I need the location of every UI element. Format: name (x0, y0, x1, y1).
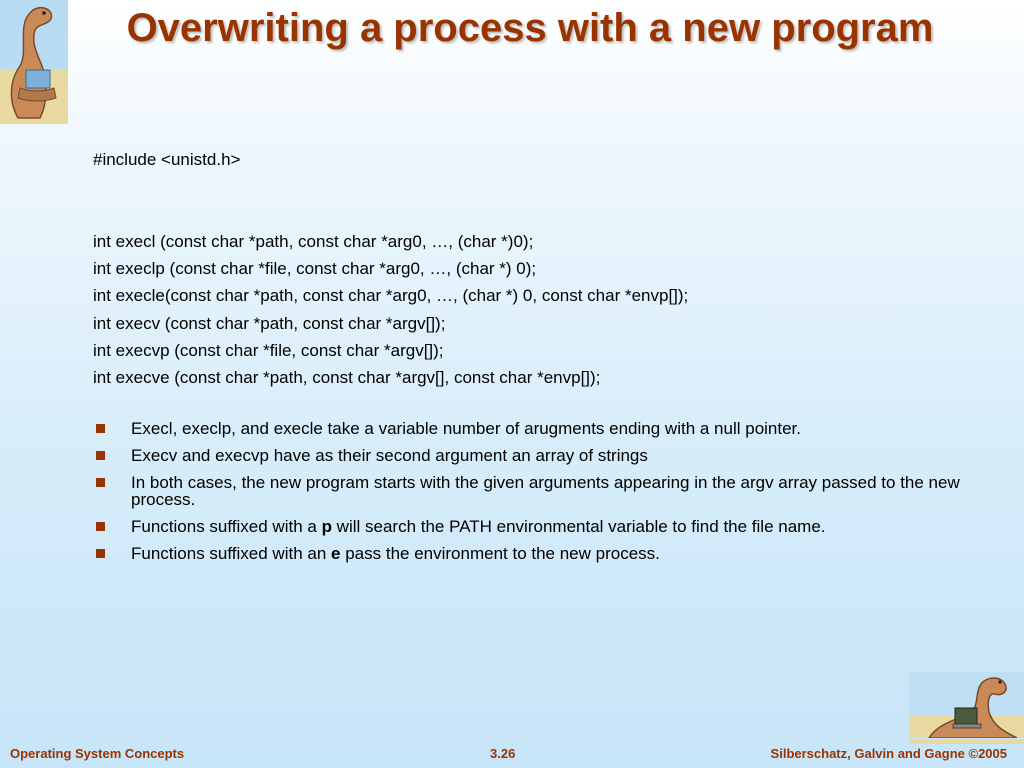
footer-course-title: Operating System Concepts (10, 746, 185, 761)
square-bullet-icon (96, 424, 105, 433)
bullet-text: Execv and execvp have as their second argument an array of strings (131, 446, 648, 465)
code-line-execlp: int execlp (const char *file, const char *arg0, …, (char *) 0); (93, 259, 537, 279)
include-line: #include <unistd.h> (93, 150, 241, 169)
code-line-execve: int execve (const char *path, const char *argv[], const char *envp[]); (93, 368, 601, 388)
bullet-item (93, 545, 973, 562)
bullet-text-before: Functions suffixed with an (131, 544, 332, 563)
bullet-bold-suffix: e (331, 544, 341, 563)
square-bullet-icon (96, 451, 105, 460)
bullet-text: Execl, execlp, and execle take a variable number of arugments ending with a null pointer. (131, 419, 802, 438)
code-block (93, 146, 993, 392)
code-line-execl: int execl (const char *path, const char *arg0, …, (char *)0); (93, 231, 534, 251)
footer-divider (0, 738, 1024, 739)
bullet-item (93, 447, 973, 464)
square-bullet-icon (96, 549, 105, 558)
bullet-item (93, 474, 973, 508)
bullet-text-after: will search the PATH environmental variable to find the file name. (331, 517, 826, 536)
slide-title: Overwriting a process with a new program (126, 6, 934, 50)
bullet-item (93, 518, 973, 535)
bullet-text-after: pass the environment to the new process. (340, 544, 660, 563)
square-bullet-icon (96, 522, 105, 531)
dinosaur-laptop-icon (909, 672, 1024, 744)
square-bullet-icon (96, 478, 105, 487)
footer-slide-number: 3.26 (490, 746, 516, 761)
bullet-item (93, 420, 973, 437)
bullet-bold-suffix: p (321, 517, 332, 536)
bullet-list (93, 420, 973, 572)
code-line-execvp: int execvp (const char *file, const char *argv[]); (93, 341, 444, 361)
code-line-execle: int execle(const char *path, const char *arg0, …, (char *) 0, const char *envp[]); (93, 286, 689, 306)
code-line-execv: int execv (const char *path, const char *argv[]); (93, 313, 446, 333)
blank-line (93, 201, 993, 228)
dinosaur-reading-icon (0, 0, 68, 124)
footer-copyright: Silberschatz, Galvin and Gagne ©2005 (770, 746, 1007, 761)
bullet-text-before: Functions suffixed with a (131, 517, 322, 536)
bullet-text: In both cases, the new program starts with the given arguments appearing in the argv array passed to the new process. (131, 473, 960, 509)
blank-line (93, 173, 993, 200)
